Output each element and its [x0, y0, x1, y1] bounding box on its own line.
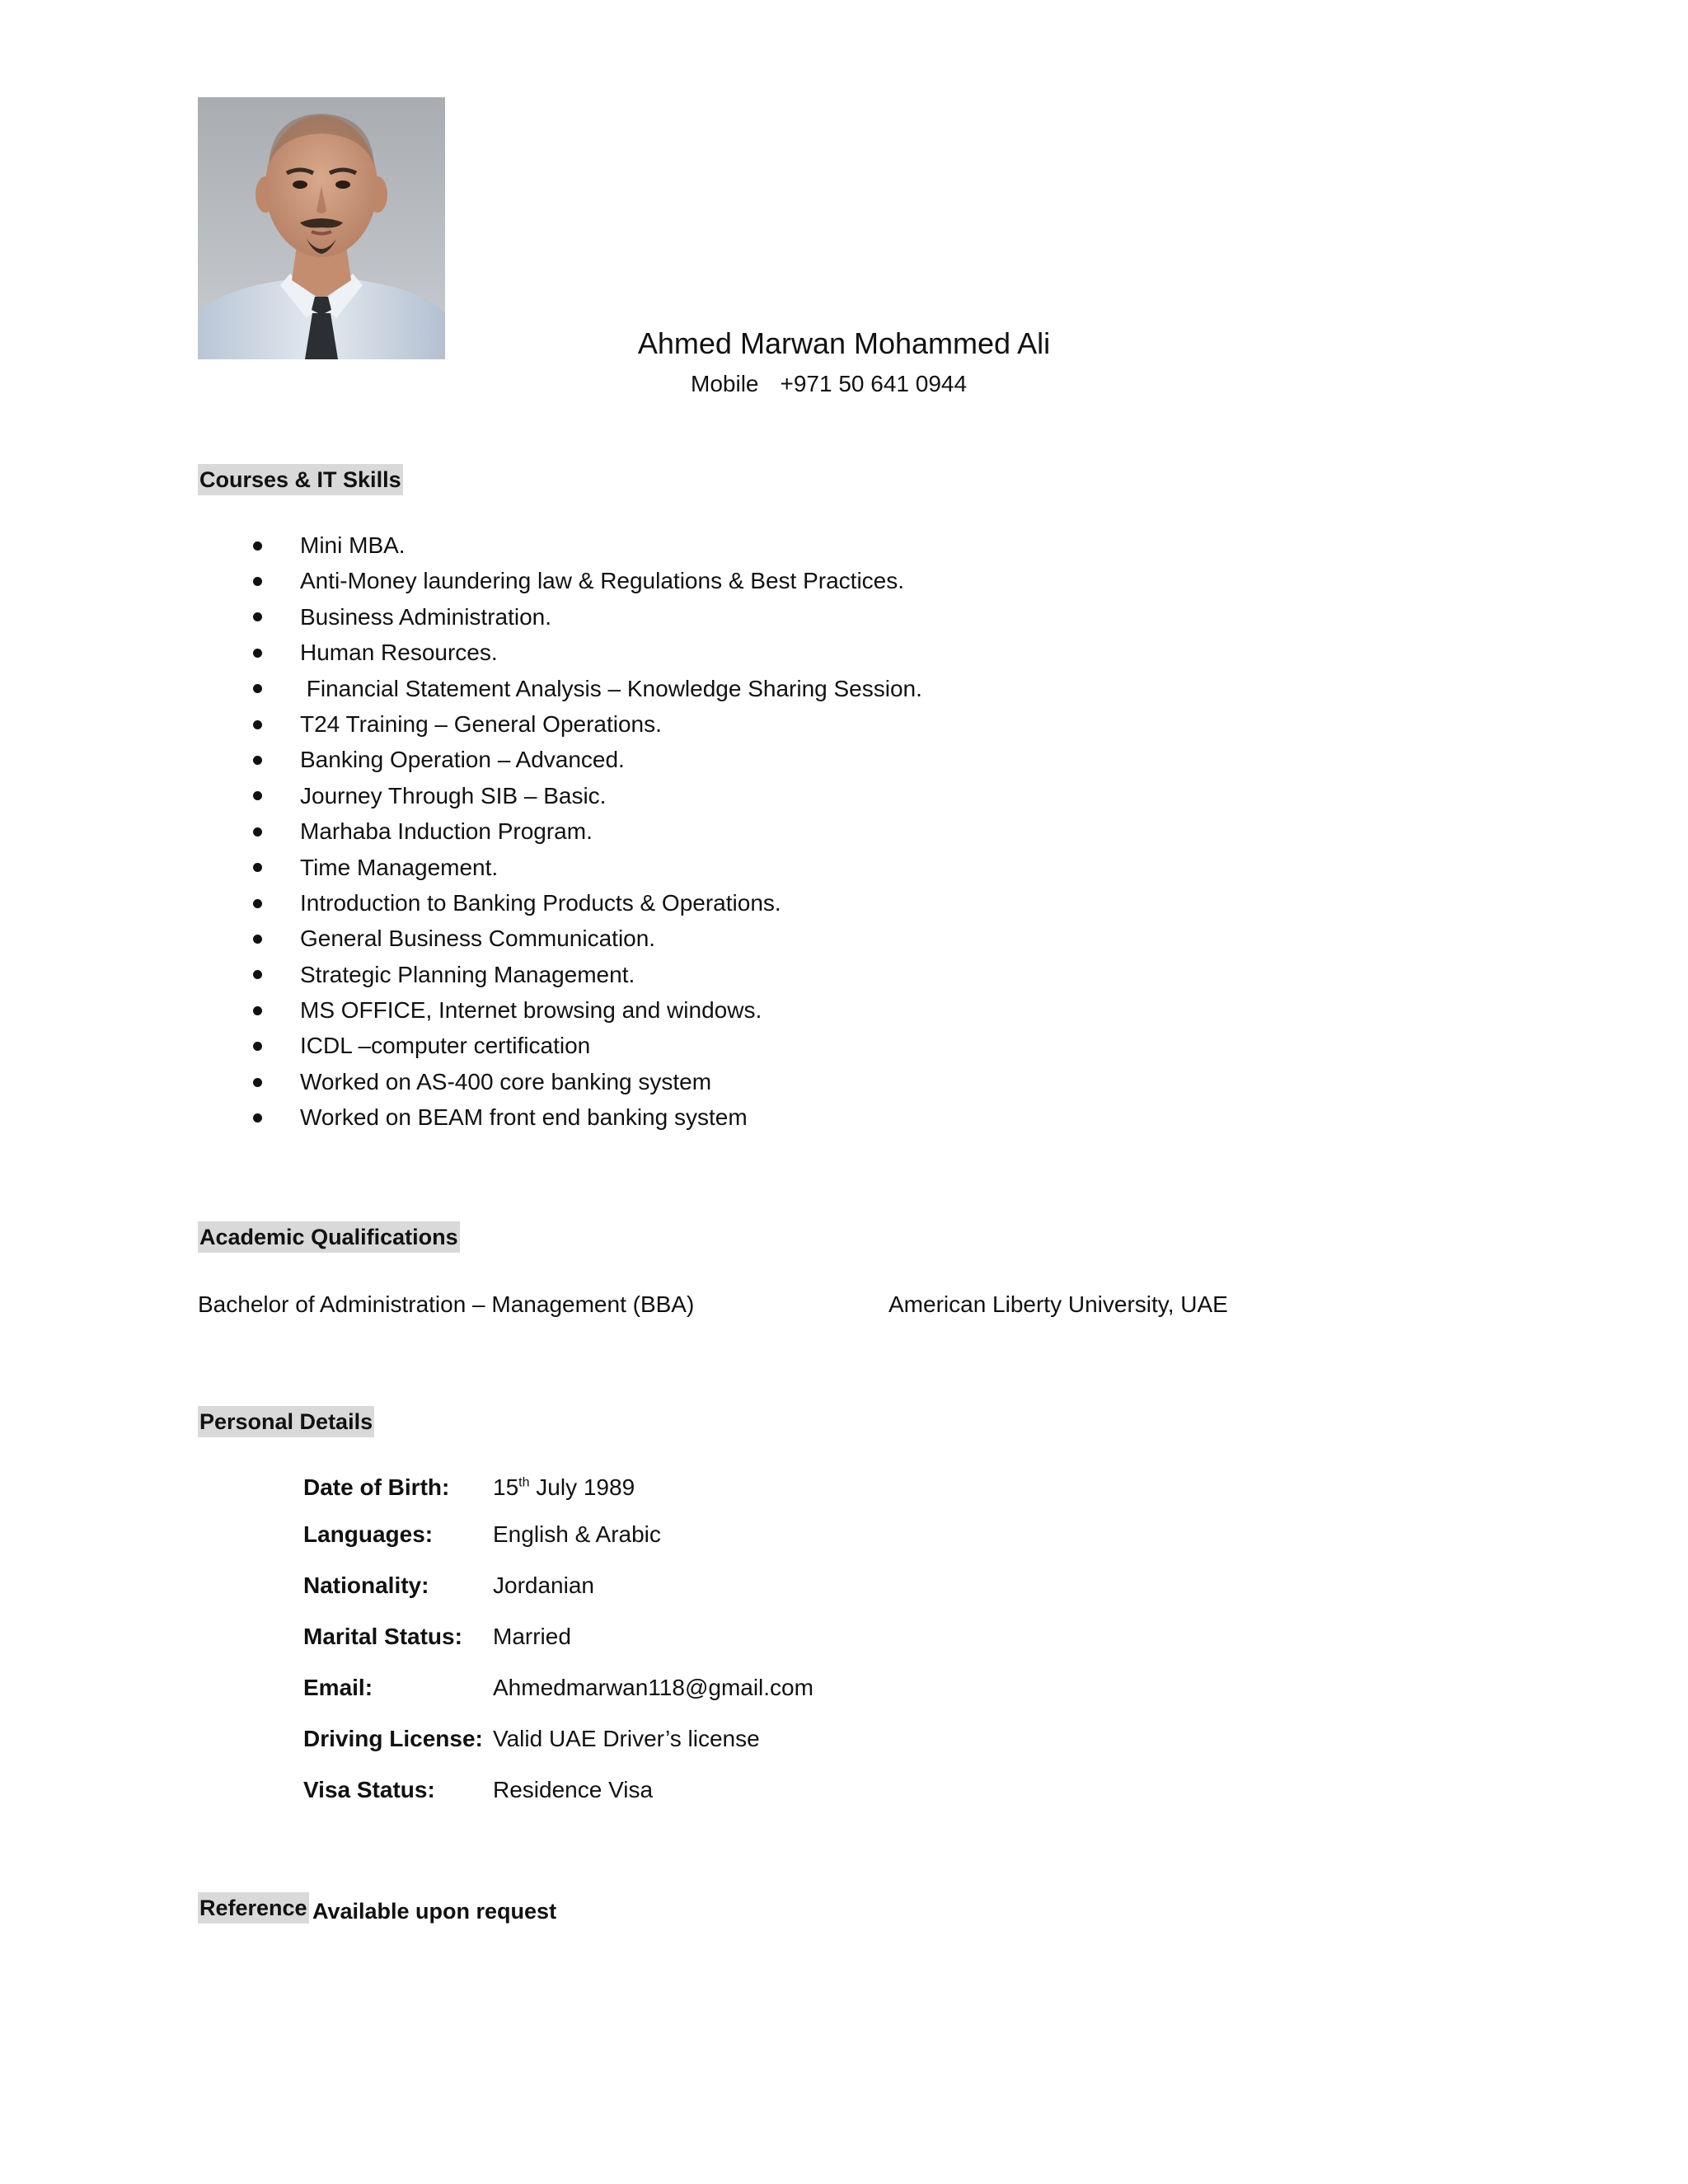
- mobile-number: +971 50 641 0944: [780, 371, 968, 396]
- detail-label: Email:: [303, 1675, 373, 1700]
- detail-row-date-of-birth: [303, 1467, 635, 1500]
- detail-value: English & Arabic: [493, 1521, 661, 1547]
- list-item: Human Resources.: [198, 635, 922, 670]
- profile-photo: [198, 97, 445, 359]
- bullet-icon: [253, 720, 262, 729]
- list-item: T24 Training – General Operations.: [198, 706, 922, 742]
- bullet-icon: [253, 684, 262, 693]
- list-item: Strategic Planning Management.: [198, 957, 922, 992]
- bullet-icon: [253, 1006, 262, 1015]
- list-item: Banking Operation – Advanced.: [198, 742, 922, 777]
- list-item: Mini MBA.: [198, 527, 922, 563]
- bullet-icon: [253, 899, 262, 908]
- detail-label: Languages:: [303, 1521, 434, 1547]
- detail-label: Visa Status:: [303, 1777, 435, 1802]
- candidate-name-text: Ahmed Marwan Mohammed Ali: [637, 326, 1051, 360]
- bullet-icon: [253, 970, 262, 979]
- bullet-icon: [253, 541, 262, 551]
- email-value: Ahmedmarwan118@gmail.com: [493, 1675, 814, 1700]
- bullet-icon: [253, 863, 262, 872]
- detail-row-email: [303, 1671, 814, 1704]
- mobile-label: Mobile: [691, 371, 759, 396]
- bullet-icon: [253, 756, 262, 765]
- academic-school: American Liberty University, UAE: [889, 1291, 1228, 1317]
- list-item: Introduction to Banking Products & Operations.: [198, 885, 922, 921]
- bullet-icon: [253, 649, 262, 658]
- courses-list: [198, 527, 922, 1136]
- courses-section-title: Courses & IT Skills: [198, 464, 403, 495]
- detail-label: Marital Status:: [303, 1624, 462, 1649]
- list-item: MS OFFICE, Internet browsing and windows.: [198, 992, 922, 1028]
- list-item: Journey Through SIB – Basic.: [198, 778, 922, 813]
- detail-label: Nationality:: [303, 1572, 429, 1598]
- detail-row-driving-license: [303, 1722, 760, 1755]
- list-item: ICDL –computer certification: [198, 1028, 922, 1063]
- reference-text: Available upon request: [312, 1899, 557, 1924]
- detail-value: 15th July 1989: [493, 1474, 635, 1501]
- detail-row-languages: [303, 1518, 661, 1551]
- list-item: General Business Communication.: [198, 921, 922, 956]
- detail-row-nationality: [303, 1569, 594, 1602]
- bullet-icon: [253, 577, 262, 586]
- list-item: Anti-Money laundering law & Regulations & Best Practices.: [198, 563, 922, 598]
- detail-label: Date of Birth:: [303, 1474, 450, 1501]
- bullet-icon: [253, 612, 262, 621]
- bullet-icon: [253, 827, 262, 837]
- personal-section-title: Personal Details: [198, 1406, 374, 1437]
- bullet-icon: [253, 1042, 262, 1051]
- list-item: Worked on AS-400 core banking system: [198, 1064, 922, 1099]
- academic-degree: Bachelor of Administration – Management (BBA): [198, 1291, 695, 1317]
- candidate-name: [0, 326, 1688, 361]
- detail-value: Jordanian: [493, 1572, 594, 1598]
- list-item: Financial Statement Analysis – Knowledge Sharing Session.: [198, 671, 922, 706]
- list-item: Marhaba Induction Program.: [198, 813, 922, 849]
- detail-row-visa-status: [303, 1774, 653, 1807]
- list-item: Worked on BEAM front end banking system: [198, 1099, 922, 1135]
- list-item: Time Management.: [198, 850, 922, 885]
- detail-value: Married: [493, 1624, 571, 1649]
- reference-section-title: Reference: [198, 1892, 309, 1924]
- detail-row-marital-status: [303, 1620, 571, 1653]
- profile-photo-image: [198, 97, 445, 359]
- mobile-line: [691, 371, 967, 397]
- bullet-icon: [253, 935, 262, 944]
- bullet-icon: [253, 1078, 262, 1087]
- list-item: Business Administration.: [198, 599, 922, 635]
- detail-value: Residence Visa: [493, 1777, 654, 1802]
- detail-value: Valid UAE Driver’s license: [493, 1726, 760, 1751]
- bullet-icon: [253, 791, 262, 800]
- academic-section-title: Academic Qualifications: [198, 1221, 460, 1253]
- bullet-icon: [253, 1113, 262, 1122]
- detail-label: Driving License:: [303, 1726, 483, 1751]
